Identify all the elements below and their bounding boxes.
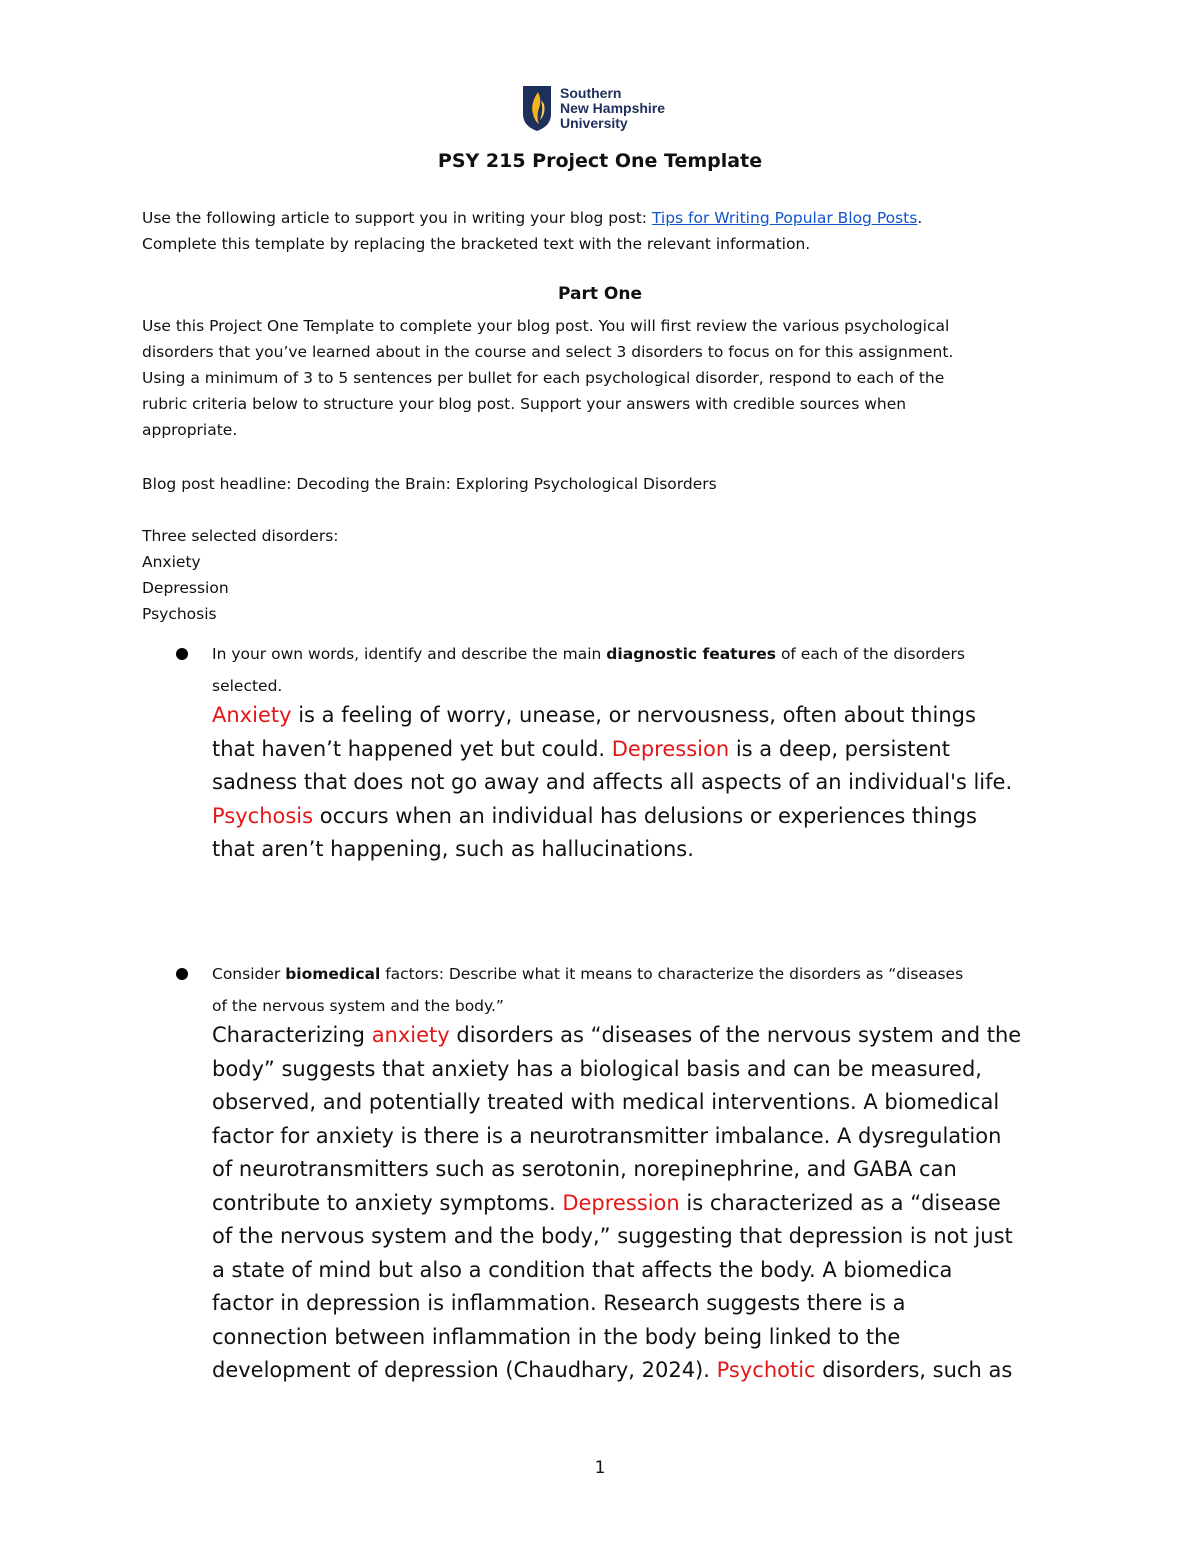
logo-line-3: University (560, 114, 628, 131)
part-one-heading: Part One (558, 284, 642, 304)
answer-line: factor for anxiety is there is a neurotransmitter imbalance. A dysregulation (212, 1123, 1002, 1148)
bullet-2-answer (212, 1019, 1062, 1388)
selected-disorders-label: Three selected disorders: (142, 527, 339, 545)
answer-line: of neurotransmitters such as serotonin, norepinephrine, and GABA can (212, 1157, 957, 1181)
blog-headline: Blog post headline: Decoding the Brain: Exploring Psychological Disorders (142, 475, 717, 493)
answer-text: is a feeling of worry, unease, or nervousness, often about things (291, 703, 976, 727)
disorder-item: Depression (142, 579, 229, 597)
answer-line: that aren’t happening, such as hallucinations. (212, 837, 694, 861)
part-one-line: disorders that you’ve learned about in the course and select 3 disorders to focus on for this assignment. (142, 343, 954, 361)
intro-period: . (917, 209, 923, 227)
bullet-2-prompt (212, 958, 1052, 1022)
bullet-1-prompt (212, 638, 1052, 702)
prompt-text: of each of the disorders (776, 645, 965, 663)
answer-text: is a deep, persistent (729, 736, 950, 761)
part-one-line: rubric criteria below to structure your blog post. Support your answers with credible sources when (142, 395, 907, 413)
logo-line-1: Southern (560, 84, 622, 101)
answer-text: disorders as “diseases of the nervous system and the (449, 1023, 1022, 1047)
university-logo (522, 84, 665, 132)
answer-line: observed, and potentially treated with medical interventions. A biomedical (212, 1090, 1000, 1114)
answer-line: body” suggests that anxiety has a biological basis and can be measured, (212, 1056, 982, 1081)
prompt-text: In your own words, identify and describe the main (212, 645, 607, 663)
intro-text: Use the following article to support you in writing your blog post: (142, 209, 652, 227)
article-link[interactable]: Tips for Writing Popular Blog Posts (651, 209, 918, 227)
bullet-1-answer (212, 699, 1062, 867)
disorder-term: anxiety (371, 1023, 450, 1047)
disorder-term: Anxiety (212, 703, 292, 727)
answer-text: is characterized as a “disease (679, 1190, 1001, 1215)
part-one-line: Use this Project One Template to complete your blog post. You will first review the various psychological (142, 317, 950, 335)
document-title: PSY 215 Project One Template (437, 150, 763, 172)
prompt-line-2: of the nervous system and the body.” (212, 997, 504, 1015)
answer-line: sadness that does not go away and affects all aspects of an individual's life. (212, 770, 1013, 794)
logo-line-2: New Hampshire (560, 99, 666, 116)
bullet-dot-icon (176, 968, 188, 980)
bullet-dot-icon (176, 648, 188, 660)
part-one-line: appropriate. (142, 421, 238, 439)
prompt-text: factors: Describe what it means to characterize the disorders as “diseases (380, 965, 964, 983)
answer-line: factor in depression is inflammation. Research suggests there is a (212, 1291, 906, 1315)
page-number: 1 (594, 1458, 606, 1478)
disorder-term: Depression (562, 1190, 680, 1215)
prompt-line-2: selected. (212, 677, 283, 695)
answer-text: that haven’t happened yet but could. (212, 736, 612, 761)
prompt-text: Consider (212, 965, 286, 983)
part-one-line: Using a minimum of 3 to 5 sentences per bullet for each psychological disorder, respond to each of the (142, 369, 945, 387)
answer-text: development of depression (Chaudhary, 2024). (212, 1358, 717, 1382)
answer-text: occurs when an individual has delusions or experiences things (313, 803, 977, 828)
prompt-bold: diagnostic features (606, 645, 777, 663)
answer-line: of the nervous system and the body,” suggesting that depression is not just (212, 1224, 1013, 1248)
disorder-term: Depression (611, 736, 730, 761)
disorder-item: Anxiety (142, 553, 201, 571)
intro-line-1 (142, 205, 1062, 231)
snhu-flame-shield-icon (522, 84, 552, 132)
answer-text: Characterizing (212, 1023, 372, 1047)
answer-text: contribute to anxiety symptoms. (212, 1190, 563, 1215)
intro-line-2: Complete this template by replacing the bracketed text with the relevant information. (142, 235, 811, 253)
prompt-bold: biomedical (285, 965, 381, 983)
answer-text: disorders, such as (815, 1358, 1013, 1382)
disorder-term: Psychosis (212, 803, 314, 828)
logo-wordmark (560, 86, 665, 131)
answer-line: a state of mind but also a condition that affects the body. A biomedica (212, 1257, 953, 1282)
answer-line: connection between inflammation in the body being linked to the (212, 1324, 901, 1349)
disorder-term: Psychotic (716, 1358, 816, 1382)
disorder-item: Psychosis (142, 605, 217, 623)
